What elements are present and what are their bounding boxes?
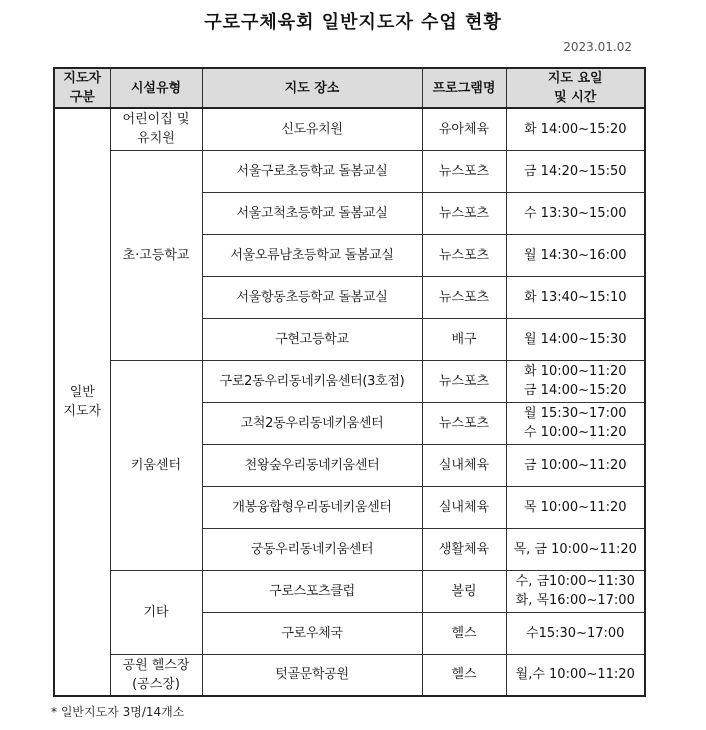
- schedule-cell: 화 10:00~11:20 금 14:00~15:20: [506, 360, 645, 402]
- table-row: [54, 108, 645, 150]
- place-cell: 서울오류남초등학교 돌봄교실: [202, 234, 422, 276]
- program-cell: 뉴스포츠: [422, 402, 506, 444]
- place-cell: 텃골문학공원: [202, 654, 422, 696]
- program-cell: 헬스: [422, 654, 506, 696]
- header-place: 지도 장소: [202, 68, 422, 108]
- place-cell: 구로2동우리동네키움센터(3호점): [202, 360, 422, 402]
- leader-type-cell: 일반 지도자: [54, 108, 110, 696]
- page-title: 구로구체육회 일반지도자 수업 현황: [204, 12, 502, 33]
- table-row: [54, 570, 645, 612]
- facility-type-cell: 공원 헬스장 (공스장): [110, 654, 202, 696]
- place-cell: 궁동우리동네키움센터: [202, 528, 422, 570]
- header-schedule: 지도 요일 및 시간: [506, 68, 645, 108]
- place-cell: 서울구로초등학교 돌봄교실: [202, 150, 422, 192]
- place-cell: 천왕숲우리동네키움센터: [202, 444, 422, 486]
- schedule-cell: 목, 금 10:00~11:20: [506, 528, 645, 570]
- program-cell: 뉴스포츠: [422, 360, 506, 402]
- program-cell: 배구: [422, 318, 506, 360]
- program-cell: 뉴스포츠: [422, 234, 506, 276]
- program-cell: 헬스: [422, 612, 506, 654]
- place-cell: 구로스포츠클럽: [202, 570, 422, 612]
- schedule-cell: 월 14:30~16:00: [506, 234, 645, 276]
- place-cell: 신도유치원: [202, 108, 422, 150]
- facility-type-cell: 초·고등학교: [110, 150, 202, 360]
- schedule-cell: 수15:30~17:00: [506, 612, 645, 654]
- table-row: [54, 654, 645, 696]
- program-cell: 뉴스포츠: [422, 192, 506, 234]
- table-row: [54, 360, 645, 402]
- program-cell: 실내체육: [422, 444, 506, 486]
- schedule-cell: 수, 금10:00~11:30 화, 목16:00~17:00: [506, 570, 645, 612]
- header-facility-type: 시설유형: [110, 68, 202, 108]
- table-header-row: [54, 68, 645, 108]
- document-date: 2023.01.02: [563, 40, 632, 54]
- table-row: [54, 150, 645, 192]
- schedule-cell: 화 14:00~15:20: [506, 108, 645, 150]
- place-cell: 서울항동초등학교 돌봄교실: [202, 276, 422, 318]
- schedule-cell: 금 10:00~11:20: [506, 444, 645, 486]
- header-program: 프로그램명: [422, 68, 506, 108]
- place-cell: 개봉융합형우리동네키움센터: [202, 486, 422, 528]
- schedule-cell: 목 10:00~11:20: [506, 486, 645, 528]
- program-cell: 실내체육: [422, 486, 506, 528]
- place-cell: 서울고척초등학교 돌봄교실: [202, 192, 422, 234]
- schedule-table: [53, 67, 646, 697]
- schedule-cell: 금 14:20~15:50: [506, 150, 645, 192]
- program-cell: 유아체육: [422, 108, 506, 150]
- place-cell: 구현고등학교: [202, 318, 422, 360]
- place-cell: 고척2동우리동네키움센터: [202, 402, 422, 444]
- schedule-cell: 월 15:30~17:00 수 10:00~11:20: [506, 402, 645, 444]
- facility-type-cell: 키움센터: [110, 360, 202, 570]
- footnote: * 일반지도자 3명/14개소: [51, 705, 185, 719]
- place-cell: 구로우체국: [202, 612, 422, 654]
- program-cell: 뉴스포츠: [422, 276, 506, 318]
- schedule-cell: 월 14:00~15:30: [506, 318, 645, 360]
- facility-type-cell: 어린이집 및 유치원: [110, 108, 202, 150]
- header-leader-type: 지도자 구분: [54, 68, 110, 108]
- program-cell: 생활체육: [422, 528, 506, 570]
- program-cell: 볼링: [422, 570, 506, 612]
- facility-type-cell: 기타: [110, 570, 202, 654]
- program-cell: 뉴스포츠: [422, 150, 506, 192]
- schedule-cell: 화 13:40~15:10: [506, 276, 645, 318]
- schedule-cell: 수 13:30~15:00: [506, 192, 645, 234]
- schedule-cell: 월,수 10:00~11:20: [506, 654, 645, 696]
